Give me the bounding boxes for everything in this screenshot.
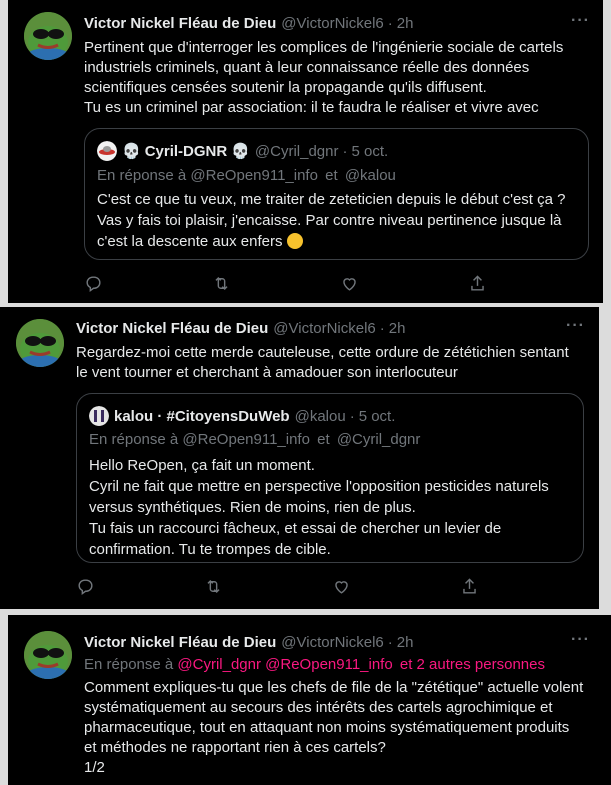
more-mentions-link[interactable]: et 2 autres personnes — [399, 656, 545, 673]
mention-link[interactable]: @Cyril_dgnr @ReOpen911_info — [177, 656, 393, 673]
timestamp[interactable]: 2h — [388, 320, 406, 337]
quote-author-handle[interactable]: @kalou — [294, 407, 346, 425]
retweet-icon[interactable] — [212, 274, 231, 293]
skull-icon: 💀 — [231, 143, 250, 160]
separator: · — [379, 320, 385, 337]
skull-icon: 💀 — [122, 143, 141, 160]
quote-author-handle[interactable]: @Cyril_dgnr — [254, 142, 339, 160]
quote-text: C'est ce que tu veux, me traiter de zeteticien depuis le début c'est ça ? Vas y fais toi plaisir, j'encaisse. Par contre niveau pertinence jusque là c'est la descente aux enfers — [97, 191, 566, 250]
author-handle[interactable]: @VictorNickel6 — [281, 15, 384, 32]
more-icon[interactable]: ··· — [571, 12, 590, 29]
like-icon[interactable] — [332, 577, 351, 596]
quote-avatar — [97, 141, 117, 161]
avatar[interactable] — [16, 319, 64, 367]
author-name[interactable]: Victor Nickel Fléau de Dieu — [84, 634, 277, 651]
author-handle[interactable]: @VictorNickel6 — [273, 320, 376, 337]
author-name[interactable]: Victor Nickel Fléau de Dieu — [76, 320, 269, 337]
reply-context: En réponse à @ReOpen911_info et @kalou — [97, 167, 396, 184]
author-name[interactable]: Victor Nickel Fléau de Dieu — [84, 15, 277, 32]
avatar[interactable] — [24, 12, 72, 60]
more-icon[interactable]: ··· — [571, 631, 590, 648]
tweet-1[interactable] — [8, 0, 603, 303]
tweet-text: Regardez-moi cette merde cauteleuse, cette ordure de zététichien sentant le vent tourner et cherchant à amadouer son interlocuteur — [76, 344, 569, 381]
separator: · — [387, 15, 393, 32]
reply-context: En réponse à @ReOpen911_info et @Cyril_dgnr — [89, 431, 421, 448]
share-icon[interactable] — [468, 274, 487, 293]
tweet-3[interactable] — [8, 615, 611, 785]
kalou-avatar-icon — [89, 406, 109, 426]
quoted-tweet[interactable] — [84, 128, 589, 260]
mention-link[interactable]: @ReOpen911_info — [182, 431, 310, 448]
quote-author-name[interactable]: kalou · #CitoyensDuWeb — [114, 407, 290, 425]
reply-context: En réponse à @Cyril_dgnr @ReOpen911_info et 2 autres personnes — [84, 656, 545, 673]
mention-link[interactable]: @Cyril_dgnr — [336, 431, 421, 448]
like-icon[interactable] — [340, 274, 359, 293]
quote-timestamp[interactable]: 5 oct. — [351, 142, 389, 160]
separator: · — [387, 634, 393, 651]
timestamp[interactable]: 2h — [396, 15, 414, 32]
tweet-text: Pertinent que d'interroger les complices de l'ingénierie sociale de cartels industriels criminels, quant à leur connaissance réelle des données scientifiques censées soutenir la propagande qu'ils diffusent. Tu es un criminel par association: il te faudra le réaliser et vivre avec — [84, 39, 564, 116]
reply-icon[interactable] — [76, 577, 95, 596]
pepe-avatar-icon — [16, 319, 64, 367]
retweet-icon[interactable] — [204, 577, 223, 596]
tweet-text: Comment expliques-tu que les chefs de file de la "zététique" actuelle volent systématiquement au secours des intérêts des cartels agrochimique et pharmaceutique, tout en attaquant non moins systématiquement produits et méthodes ne rapportant rien à ces cartels? 1/2 — [84, 679, 584, 776]
ufo-avatar-icon — [97, 141, 117, 161]
quote-author-name[interactable]: Cyril-DGNR — [144, 142, 228, 160]
share-icon[interactable] — [460, 577, 479, 596]
separator: · — [342, 142, 348, 160]
tear-face-emoji-icon — [287, 233, 303, 249]
quote-avatar — [89, 406, 109, 426]
mention-link[interactable]: @ReOpen911_info — [190, 167, 318, 184]
timestamp[interactable]: 2h — [396, 634, 414, 651]
pepe-avatar-icon — [24, 12, 72, 60]
pepe-avatar-icon — [24, 631, 72, 679]
quote-timestamp[interactable]: 5 oct. — [358, 407, 396, 425]
tweet-2[interactable] — [0, 307, 599, 609]
quote-text: Hello ReOpen, ça fait un moment. Cyril ne fait que mettre en perspective l'opposition pesticides naturels versus synthétiques. Rien de moins, rien de plus. Tu fais un raccourci fâcheux, et essai de chercher un levier de confirmation. Tu te trompes de cible. — [89, 457, 549, 558]
quoted-tweet[interactable] — [76, 393, 584, 563]
avatar[interactable] — [24, 631, 72, 679]
separator: · — [349, 407, 355, 425]
reply-icon[interactable] — [84, 274, 103, 293]
author-handle[interactable]: @VictorNickel6 — [281, 634, 384, 651]
more-icon[interactable]: ··· — [566, 317, 585, 334]
mention-link[interactable]: @kalou — [344, 167, 396, 184]
